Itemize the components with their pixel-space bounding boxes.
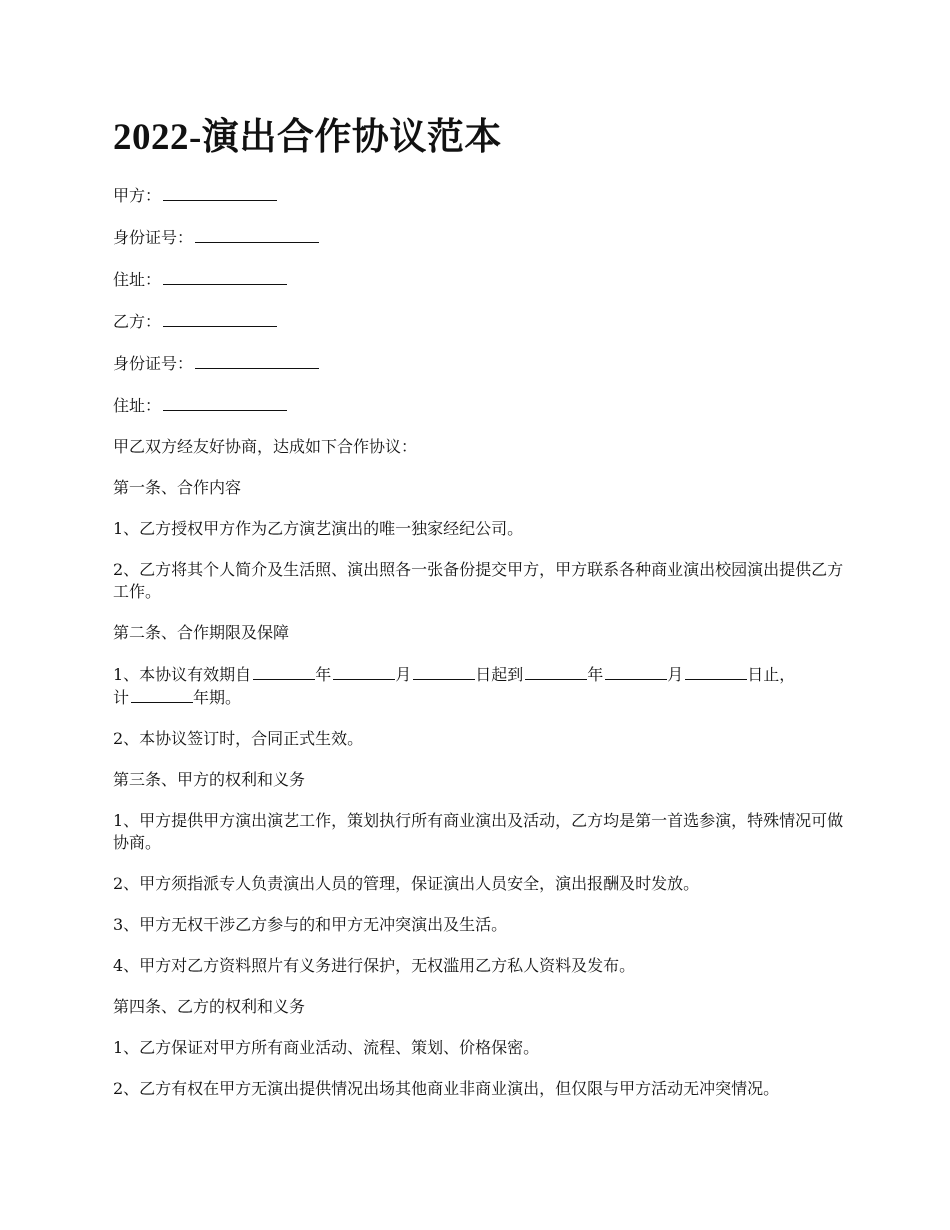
article1-clause1: 1、乙方授权甲方作为乙方演艺演出的唯一独家经纪公司。	[113, 519, 524, 538]
article4-heading: 第四条、乙方的权利和义务	[113, 997, 306, 1016]
clause-text: 月	[395, 665, 412, 684]
article3-clause3: 3、甲方无权干涉乙方参与的和甲方无冲突演出及生活。	[113, 915, 508, 934]
end-day-blank	[685, 663, 747, 680]
addr-b-field	[113, 394, 848, 417]
article2-heading: 第二条、合作期限及保障	[113, 623, 290, 642]
clause-text: 日止，	[747, 665, 796, 684]
addr-b-blank	[163, 394, 287, 411]
article1-clause2: 2、乙方将其个人简介及生活照、演出照各一张备份提交甲方，甲方联系各种商业演出校园演出提供乙方工作。	[113, 560, 844, 601]
intro-paragraph: 甲乙双方经友好协商，达成如下合作协议：	[113, 437, 418, 456]
article4-clause2: 2、乙方有权在甲方无演出提供情况出场其他商业非商业演出，但仅限与甲方活动无冲突情况。	[113, 1079, 780, 1098]
document-page	[113, 112, 848, 1119]
start-month-blank	[333, 663, 395, 680]
addr-a-label: 住址：	[113, 270, 162, 289]
clause-text: 月	[667, 665, 684, 684]
party-a-field	[113, 184, 848, 207]
party-a-blank	[163, 184, 277, 201]
id-a-label: 身份证号：	[113, 228, 194, 247]
start-day-blank	[413, 663, 475, 680]
article1-heading: 第一条、合作内容	[113, 478, 242, 497]
addr-a-blank	[163, 268, 287, 285]
article3-clause4: 4、甲方对乙方资料照片有义务进行保护，无权滥用乙方私人资料及发布。	[113, 956, 636, 975]
id-b-label: 身份证号：	[113, 354, 194, 373]
clause-text: 年	[587, 665, 604, 684]
party-b-blank	[163, 310, 277, 327]
end-year-blank	[525, 663, 587, 680]
clause-text: 1、本协议有效期自	[113, 665, 252, 684]
article4-clause1: 1、乙方保证对甲方所有商业活动、流程、策划、价格保密。	[113, 1038, 540, 1057]
term-years-blank	[131, 686, 193, 703]
party-b-label: 乙方：	[113, 312, 162, 331]
addr-a-field	[113, 268, 848, 291]
id-a-blank	[195, 226, 319, 243]
party-b-field	[113, 310, 848, 333]
clause-text: 计	[113, 688, 130, 707]
article2-clause1	[113, 663, 848, 709]
id-b-field	[113, 352, 848, 375]
party-a-label: 甲方：	[113, 186, 162, 205]
document-title: 2022-演出合作协议范本	[113, 117, 502, 158]
article3-heading: 第三条、甲方的权利和义务	[113, 770, 306, 789]
start-year-blank	[253, 663, 315, 680]
end-month-blank	[605, 663, 667, 680]
article3-clause2: 2、甲方须指派专人负责演出人员的管理，保证演出人员安全，演出报酬及时发放。	[113, 874, 700, 893]
id-a-field	[113, 226, 848, 249]
addr-b-label: 住址：	[113, 396, 162, 415]
id-b-blank	[195, 352, 319, 369]
article2-clause2: 2、本协议签订时，合同正式生效。	[113, 729, 364, 748]
clause-text: 日起到	[475, 665, 524, 684]
article3-clause1: 1、甲方提供甲方演出演艺工作，策划执行所有商业演出及活动，乙方均是第一首选参演，特殊情况可做协商。	[113, 811, 844, 852]
clause-text: 年期。	[193, 688, 242, 707]
clause-text: 年	[315, 665, 332, 684]
